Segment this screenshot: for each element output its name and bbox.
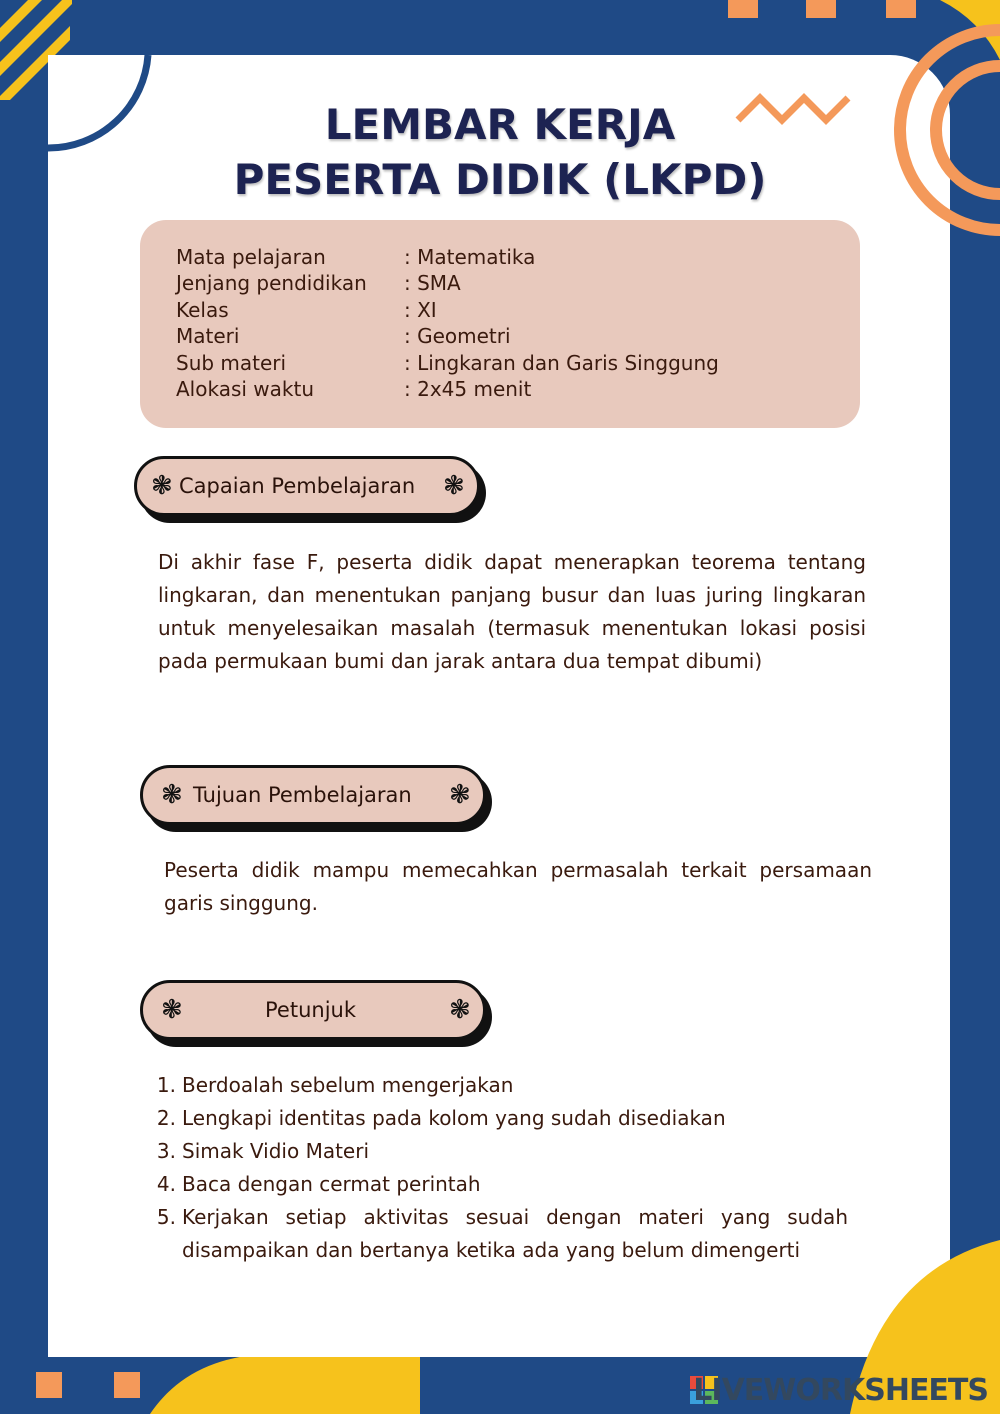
list-number: 1. — [156, 1073, 176, 1097]
list-number: 3. — [156, 1139, 176, 1163]
tujuan-heading-pill — [140, 765, 486, 825]
info-value: : Matematika — [404, 245, 536, 269]
flower-icon: ❃ — [151, 471, 173, 501]
info-value: : XI — [404, 298, 437, 322]
info-label: Kelas — [176, 298, 229, 322]
flower-icon: ❃ — [161, 995, 183, 1025]
info-value: : 2x45 menit — [404, 377, 532, 401]
info-label: Sub materi — [176, 351, 287, 375]
flower-icon: ❃ — [443, 471, 465, 501]
flower-icon: ❃ — [449, 995, 471, 1025]
info-value: : Lingkaran dan Garis Singgung — [404, 351, 719, 375]
list-number: 4. — [156, 1172, 176, 1196]
petunjuk-heading: Petunjuk — [265, 998, 356, 1022]
info-label: Mata pelajaran — [176, 245, 326, 269]
info-label: Alokasi waktu — [176, 377, 315, 401]
capaian-heading: Capaian Pembelajaran — [179, 474, 416, 498]
tujuan-heading: Tujuan Pembelajaran — [193, 783, 412, 807]
page-title-line-1: LEMBAR KERJA — [324, 100, 676, 149]
info-value: : SMA — [404, 271, 461, 295]
page-title-line-2: PESERTA DIDIK (LKPD) — [233, 155, 767, 204]
capaian-text: Di akhir fase F, peserta didik dapat menerapkan teorema tentang lingkaran, dan menentukan panjang busur dan luas juring lingkaran untuk menyelesaikan masalah (termasuk menentukan lokasi posisi pada permukaan bumi dan jarak antara dua tempat dibumi) — [158, 550, 866, 673]
watermark-text: LIVEWORKSHEETS — [693, 1373, 988, 1408]
info-value: : Geometri — [404, 324, 511, 348]
info-label: Materi — [176, 324, 240, 348]
info-label: Jenjang pendidikan — [176, 271, 367, 295]
identity-info-box — [140, 220, 860, 428]
flower-icon: ❃ — [161, 780, 183, 810]
petunjuk-heading-pill — [140, 980, 486, 1040]
list-number: 5. — [156, 1205, 176, 1229]
list-text: Berdoalah sebelum mengerjakan — [182, 1073, 514, 1097]
flower-icon: ❃ — [449, 780, 471, 810]
list-text: Simak Vidio Materi — [182, 1139, 370, 1163]
list-text: Baca dengan cermat perintah — [182, 1172, 481, 1196]
list-text: Lengkapi identitas pada kolom yang sudah disediakan — [182, 1106, 726, 1130]
tujuan-text: Peserta didik mampu memecahkan permasalah terkait persamaan garis singgung. — [164, 858, 872, 915]
capaian-heading-pill — [134, 456, 480, 516]
list-text: Kerjakan setiap aktivitas sesuai dengan materi yang sudah disampaikan dan bertanya ketika ada yang belum dimengerti — [182, 1205, 848, 1262]
list-number: 2. — [156, 1106, 176, 1130]
